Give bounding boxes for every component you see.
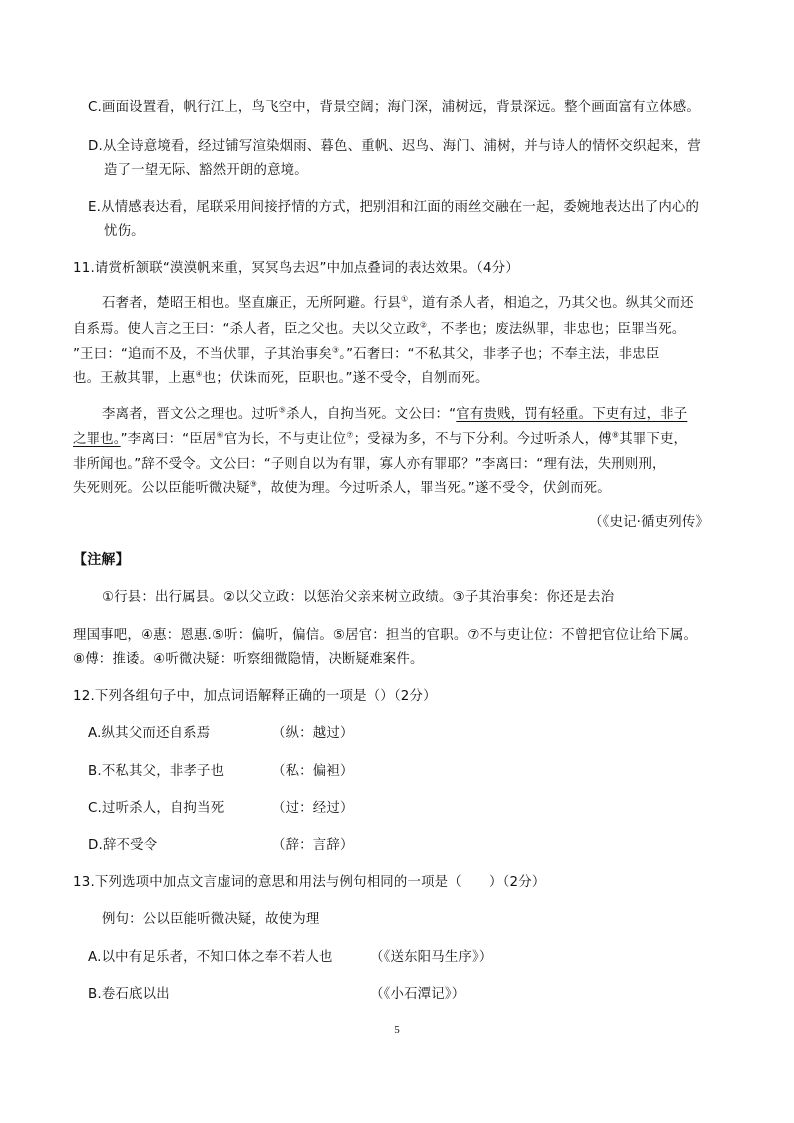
- notes-line1: ①行县：出行属县。②以父立政：以惩治父亲来树立政绩。③子其治事矣：你还是去治: [102, 590, 615, 605]
- notes-line3: ⑧傅：推诿。④听微决疑：听察细微隐情，决断疑难案件。: [73, 652, 424, 667]
- question-11: 11.请赏析颔联“漠漠帆来重，冥冥鸟去迟”中加点叠词的表达效果。（4分）: [73, 261, 519, 276]
- question-12: 12.下列各组句子中，加点词语解释正确的一项是（）（2分）: [73, 689, 437, 704]
- q13-option-b-source: （《小石潭记》）: [370, 987, 466, 1002]
- page-number: 5: [394, 1024, 400, 1036]
- q10-option-c: C.画面设置看，帆行江上，鸟飞空中，背景空阔；海门深，浦树远，背景深远。整个画面富有立体感。: [88, 100, 700, 115]
- q12-option-a: A.纵其父而还自系焉: [88, 726, 211, 741]
- q13-example: 例句：公以臣能听微决疑，故使为理: [102, 912, 320, 927]
- underlined-phrase: 官有贵贱，罚有轻重。下吏有过，非子: [456, 407, 688, 422]
- q13-option-b: B.卷石底以出: [88, 987, 170, 1002]
- q10-option-d-line2: 造了一望无际、豁然开朗的意境。: [104, 163, 308, 178]
- q12-option-a-note: （纵：越过）: [272, 726, 354, 741]
- passage-p1-line3: ”王曰：“追而不及，不当伏罪，子其治事矣③。”石奢曰：“不私其父，非孝子也；不奉主法，非忠臣: [73, 345, 660, 362]
- passage-p2-line2: 之罪也。”李离曰：“臣居⑥官为长，不与吏让位⑦；受禄为多，不与下分利。今过听杀人，傅⑧其罪下吏，: [73, 430, 688, 447]
- passage-p2-line3: 非所闻也。”辞不受令。文公曰：“子则自以为有罪，寡人亦有罪耶？”李离曰：“理有法，失刑则刑，: [73, 457, 666, 472]
- question-13: 13.下列选项中加点文言虚词的意思和用法与例句相同的一项是（ ）（2分）: [73, 875, 546, 890]
- passage-source: （《史记·循吏列传》: [589, 515, 710, 530]
- q12-option-c-note: （过：经过）: [272, 801, 354, 816]
- passage-p1-line1: 石奢者，楚昭王相也。坚直廉正，无所阿避。行县①，道有杀人者，相追之，乃其父也。纵其父而还: [102, 294, 694, 311]
- q10-option-e-line1: E.从情感表达看，尾联采用间接抒情的方式，把别泪和江面的雨丝交融在一起，委婉地表达出了内心的: [88, 200, 700, 215]
- underlined-phrase-end: 之罪也。: [73, 432, 121, 447]
- q13-option-a: A.以中有足乐者，不知口体之奉不若人也: [88, 950, 333, 965]
- q12-option-d-note: （辞：言辞）: [272, 838, 354, 853]
- q12-option-b-note: （私：偏袒）: [272, 764, 354, 779]
- passage-p1-line4: 也。王赦其罪，上惠④也；伏诛而死，臣职也。”遂不受令，自刎而死。: [73, 369, 489, 386]
- q10-option-e-line2: 忧伤。: [104, 224, 145, 239]
- q12-option-c: C.过听杀人，自拘当死: [88, 801, 225, 816]
- passage-p1-line2: 自系焉。使人言之王曰：“杀人者，臣之父也。夫以父立政②，不孝也；废法纵罪，非忠也；臣罪当死。: [73, 320, 686, 337]
- passage-p2-line1: 李离者，晋文公之理也。过听⑤杀人，自拘当死。文公曰：“官有贵贱，罚有轻重。下吏有过，非子: [102, 405, 688, 422]
- notes-heading: 【注解】: [73, 552, 130, 568]
- q12-option-b: B.不私其父，非孝子也: [88, 764, 225, 779]
- q13-option-a-source: （《送东阳马生序》）: [370, 950, 493, 965]
- passage-p2-line4: 失死则死。公以臣能听微决疑⑨，故使为理。今过听杀人，罪当死。”遂不受令，伏剑而死。: [73, 479, 611, 496]
- notes-line2: 理国事吧，④惠：恩惠.⑤听：偏听，偏信。⑤居官：担当的官职。⑦不与吏让位：不曾把官位让给下属。: [73, 628, 698, 643]
- q10-option-d-line1: D.从全诗意境看，经过铺写渲染烟雨、暮色、重帆、迟鸟、海门、浦树，并与诗人的情怀交织起来，营: [88, 139, 701, 154]
- q12-option-d: D.辞不受令: [88, 838, 158, 853]
